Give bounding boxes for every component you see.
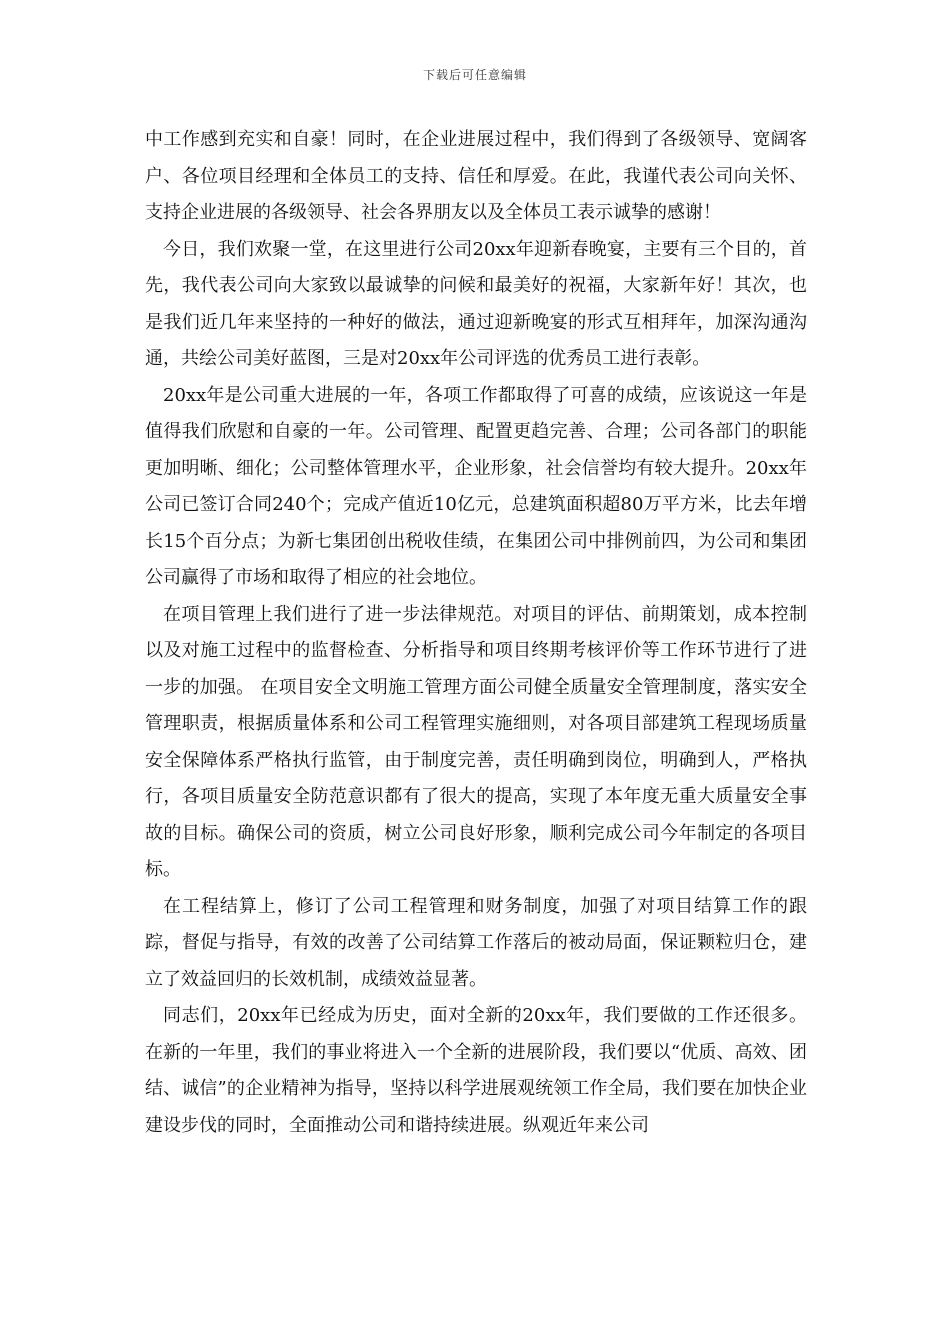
paragraph: 在工程结算上，修订了公司工程管理和财务制度，加强了对项目结算工作的跟踪，督促与指导，有效的改善了公司结算工作落后的被动局面，保证颗粒归仓，建立了效益回归的长效机制，成绩效益显著。 <box>145 895 807 990</box>
paragraph: 在项目管理上我们进行了进一步法律规范。对项目的评估、前期策划，成本控制以及对施工过程中的监督检查、分析指导和项目终期考核评价等工作环节进行了进一步的加强。 在项目安全文明施工管理方面公司健全质量安全管理制度，落实安全管理职责，根据质量体系和公司工程管理实施细则，对各项目部建筑工程现场质量安全保障体系严格执行监管，由于制度完善，责任明确到岗位，明确到人，严格执行，各项目质量安全防范意识都有了很大的提高，实现了本年度无重大质量安全事故的目标。确保公司的资质，树立公司良好形象，顺利完成公司今年制定的各项目标。 <box>145 603 807 880</box>
paragraph: 同志们，20xx年已经成为历史，面对全新的20xx年，我们要做的工作还很多。在新的一年里，我们的事业将进入一个全新的进展阶段，我们要以“优质、高效、团结、诚信”的企业精神为指导，坚持以科学进展观统领工作全局，我们要在加快企业建设步伐的同时，全面推动公司和谐持续进展。纵观近年来公司 <box>145 1005 807 1136</box>
document-body <box>145 122 807 1144</box>
paragraph: 今日，我们欢聚一堂，在这里进行公司20xx年迎新春晚宴，主要有三个目的，首先，我代表公司向大家致以最诚挚的问候和最美好的祝福，大家新年好！其次，也是我们近几年来坚持的一种好的做法，通过迎新晚宴的形式互相拜年，加深沟通沟通，共绘公司美好蓝图，三是对20xx年公司评选的优秀员工进行表彰。 <box>145 238 807 369</box>
paragraph-continuation: 中工作感到充实和自豪！同时，在企业进展过程中，我们得到了各级领导、宽阔客户、各位项目经理和全体员工的支持、信任和厚爱。在此，我谨代表公司向关怀、支持企业进展的各级领导、社会各界朋友以及全体员工表示诚挚的感谢！ <box>145 129 807 223</box>
paragraph: 20xx年是公司重大进展的一年，各项工作都取得了可喜的成绩，应该说这一年是值得我们欣慰和自豪的一年。公司管理、配置更趋完善、合理；公司各部门的职能更加明晰、细化；公司整体管理水平，企业形象，社会信誉均有较大提升。20xx年公司已签订合同240个；完成产值近10亿元，总建筑面积超80万平方米，比去年增长15个百分点；为新七集团创出税收佳绩，在集团公司中排例前四，为公司和集团公司赢得了市场和取得了相应的社会地位。 <box>145 384 807 588</box>
header-note: 下载后可任意编辑 <box>422 68 527 82</box>
